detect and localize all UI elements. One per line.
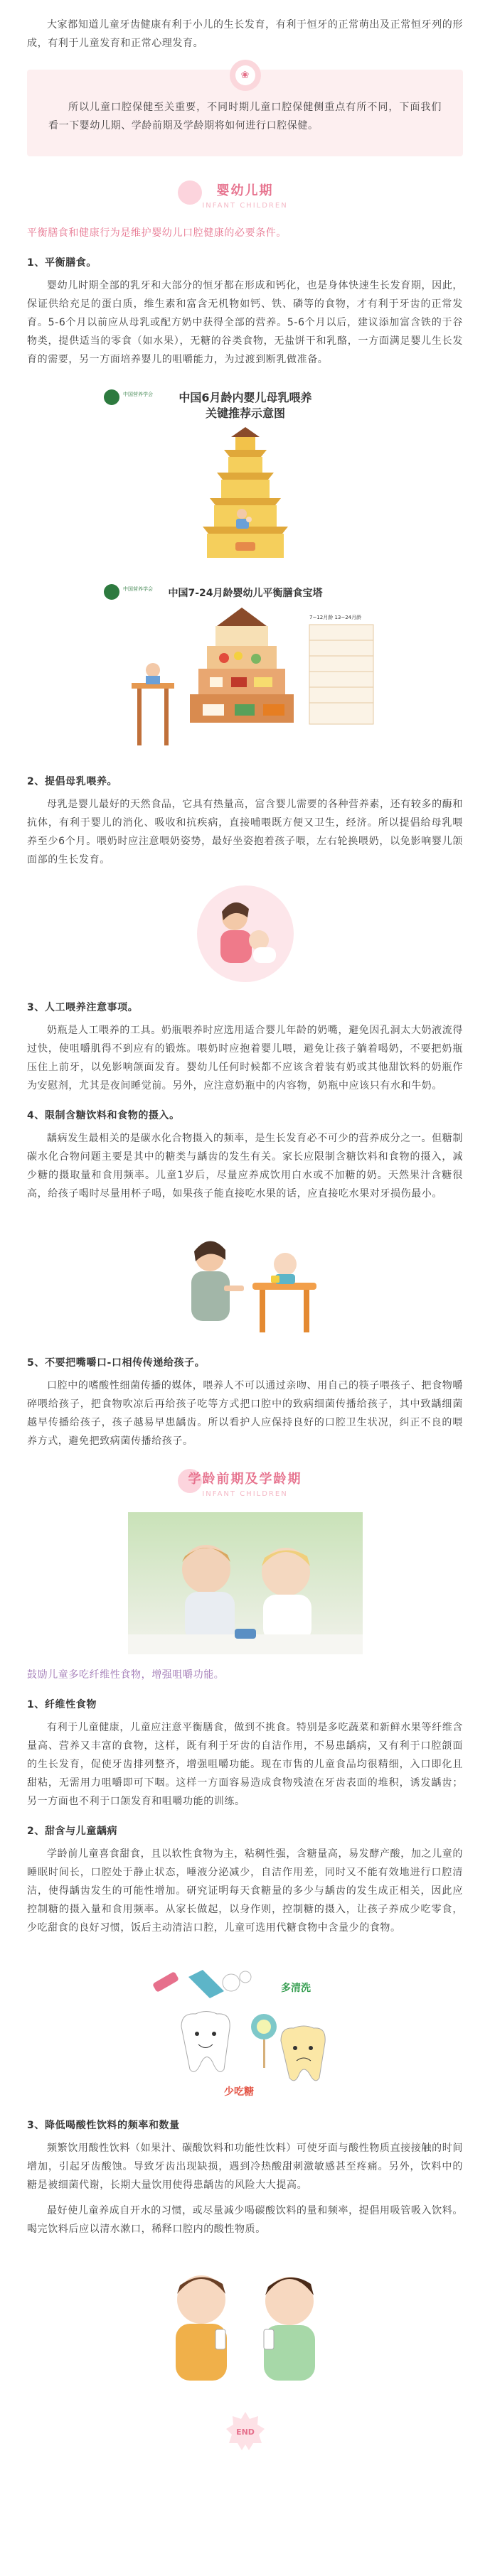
- intro-paragraph: 大家都知道儿童牙齿健康有利于小儿的生长发育，有利于恒牙的正常萌出及正常恒牙列的形成，有利于儿童发育和正常心理发育。: [27, 19, 463, 49]
- org-logo-icon: [104, 389, 119, 405]
- heading-no-transmission: 5、不要把嘴嚼口-口相传传递给孩子。: [27, 1357, 206, 1369]
- callout-text: 所以儿童口腔保健至关重要，不同时期儿童口腔保健侧重点有所不同，下面我们看一下婴幼儿期、学龄前期及学龄期将如何进行口腔保健。: [48, 102, 442, 131]
- kids-photo: [128, 1512, 363, 1654]
- heading-fiber-food: 1、纤维性食物: [27, 1699, 97, 1710]
- text-no-transmission: 口腔中的嗜酸性细菌传播的媒体，喂养人不可以通过亲吻、用自己的筷子喂孩子、把食物嚼碎喂给孩子，把食物吹凉后再给孩子吃等方式把口腔中的致病细菌传播给孩子，其中致龋细菌越早传播给孩子，孩子越易早患龋齿。所以看护人应保持良好的口腔卫生状况，纠正不良的喂养方式，避免把致病菌传播给孩子。: [27, 1380, 463, 1447]
- label-more-brushing: 多清洗: [280, 1983, 311, 1994]
- heading-bottle-feeding: 3、人工喂养注意事项。: [27, 1002, 139, 1013]
- section-title-infant: [27, 182, 463, 211]
- heading-acidic-drinks: 3、降低喝酸性饮料的频率和数量: [27, 2120, 180, 2131]
- flower-icon: ❀: [235, 65, 255, 85]
- heading-sweets-caries: 2、甜含与儿童龋病: [27, 1826, 118, 1837]
- callout-badge: [230, 60, 261, 91]
- infant-lead: 平衡膳食和健康行为是维护婴幼儿口腔健康的必要条件。: [27, 227, 287, 239]
- org-logo-icon: [104, 584, 119, 600]
- children-drinks-illustration: [139, 2250, 352, 2392]
- section-title-en: INFANT CHILDREN: [202, 202, 288, 210]
- end-badge: [225, 2410, 266, 2452]
- section-title-preschool: [27, 1470, 463, 1499]
- title-decoration: [178, 180, 202, 205]
- text-fiber-food: 有利于儿童健康，儿童应注意平衡膳食，做到不挑食。特别是多吃蔬菜和新鲜水果等纤维含量高、营养又丰富的食物，这样，既有利于牙齿的自洁作用，不易患龋病，又有利于口腔颌面的生长发育，促使牙齿排列整齐，增强咀嚼功能。现在市售的儿童食品均很精细，入口即化且甜粘，无需用力咀嚼即可下咽。这样一方面容易造成食物残渣在牙齿表面的堆积，诱发龋齿；另一方面也不利于口颌发育和咀嚼功能的训练。: [27, 1722, 463, 1807]
- text-sweets-caries: 学龄前儿童喜食甜食，且以软性食物为主，粘稠性强，含糖量高，易发酵产酸，加之儿童的睡眠时间长，口腔处于静止状态，唾液分泌减少，自洁作用差，同时又不能有效地进行口腔清洁，使得龋齿发生的可能性增加。研究证明每天食糖量的多少与龋齿的发生成正相关，因此应控制糖的摄入量和食用频率。从家长做起，以身作则，控制糖的摄入，让孩子养成少吃零食，少吃甜食的良好习惯，饭后主动清洁口腔，儿童可选用代糖食物中含量少的食物。: [27, 1848, 463, 1934]
- section-title-text: 婴幼儿期: [216, 183, 274, 198]
- poster2-title: 中国7-24月龄婴幼儿平衡膳食宝塔: [167, 588, 323, 599]
- breastfeeding-poster: [96, 380, 395, 565]
- section-title-en: INFANT CHILDREN: [202, 1490, 288, 1498]
- preschool-lead: 鼓励儿童多吃纤维性食物，增强咀嚼功能。: [27, 1669, 225, 1681]
- text-bottle-feeding: 奶瓶是人工喂养的工具。奶瓶喂养时应选用适合婴儿年龄的奶嘴，避免因孔洞太大奶液流得过快，使咀嚼肌得不到应有的锻炼。喂奶时应抱着婴儿喂，避免让孩子躺着喝奶，不要把奶瓶压住上前牙，以免影响颌面发育。婴幼儿任何时候都不应该含着装有奶或其他甜饮料的奶瓶作为安慰剂，尤其是夜间睡觉前。另外，应注意奶瓶中的内容物，奶瓶中应该只有水和牛奶。: [27, 1025, 463, 1092]
- breastfeeding-illustration: [185, 880, 306, 987]
- teeth-illustration: [139, 1949, 352, 2105]
- poster-legend: [309, 614, 373, 724]
- text-acidic-drinks-2: 最好使儿童养成自开水的习惯，或尽量减少喝碳酸饮料的量和频率，提倡用吸管吸入饮料。喝完饮料后应以清水漱口，稀释口腔内的酸性物质。: [27, 2205, 463, 2235]
- end-label: END: [235, 2427, 255, 2437]
- label-less-sugar: 少吃糖: [223, 2086, 254, 2098]
- feeding-illustration: [146, 1214, 345, 1342]
- intro-callout: [27, 70, 463, 156]
- section-title-text: 学龄前期及学龄期: [188, 1472, 302, 1487]
- poster1-title-2: 关键推荐示意图: [205, 406, 285, 420]
- heading-balanced-diet: 1、平衡膳食。: [27, 257, 97, 269]
- text-acidic-drinks: 频繁饮用酸性饮料（如果汁、碳酸饮料和功能性饮料）可使牙面与酸性物质直接接触的时间增加，引起牙齿酸蚀。导致牙齿出现缺损，遇到冷热酸甜刺激敏感甚至疼痛。另外，饮料中的糖是被细菌代谢，长期大量饮用使得患龋齿的风险大大提高。: [27, 2143, 463, 2191]
- food-pagoda-poster: [96, 576, 395, 761]
- poster2-legend-title: 7~12月龄 13~24月龄: [309, 615, 361, 620]
- text-limit-sugar: 龋病发生最相关的是碳水化合物摄入的频率，是生长发育必不可少的营养成分之一。但糖制碳水化合物问题主要是其中的糖类与龋齿的发生有关。家长应限制含糖饮料和食物的摄入，减少糖的摄取量和食用频率。儿童1岁后，尽量应养成饮用白水或不加糖的奶。天然果汁含糖很高，给孩子喝时尽量用杯子喝，如果孩子能直接吃水果的话，应直接吃水果对牙损伤最小。: [27, 1133, 463, 1200]
- poster1-org: 中国营养学会: [122, 392, 153, 397]
- text-balanced-diet: 婴幼儿时期全部的乳牙和大部分的恒牙都在形成和钙化，也是身体快速生长发育期，因此，保证供给充足的蛋白质，维生素和富含无机物如钙、铁、磷等的食物，才有利于牙齿的正常发育。5-6个月以前应从母乳或配方奶中获得全部的营养。5-6个月以后，建议添加富含铁的于谷物类，提供适当的零食（如水果），无糖的谷类食物，无盐饼干和乳酪，一方面满足婴儿生长发育的需要，另一方面培养婴儿的咀嚼能力，为过渡到断乳做准备。: [27, 280, 463, 365]
- poster2-org: 中国营养学会: [122, 586, 153, 592]
- heading-breastfeeding: 2、提倡母乳喂养。: [27, 776, 118, 787]
- text-breastfeeding: 母乳是婴儿最好的天然食品，它具有热量高，富含婴儿需要的各种营养素，还有较多的酶和抗体，有利于婴儿的消化、吸收和抗疾病，直接哺喂既方便又卫生，经济。所以提倡给母乳喂养至少6个月。喂奶时应注意喂奶姿势，最好坐姿抱着孩子喂，左右轮换喂奶，以免影响婴儿颌面部的生长发育。: [27, 799, 463, 866]
- poster1-title-1: 中国6月龄内婴儿母乳喂养: [178, 391, 312, 404]
- heading-limit-sugar: 4、限制含糖饮料和食物的摄入。: [27, 1110, 180, 1121]
